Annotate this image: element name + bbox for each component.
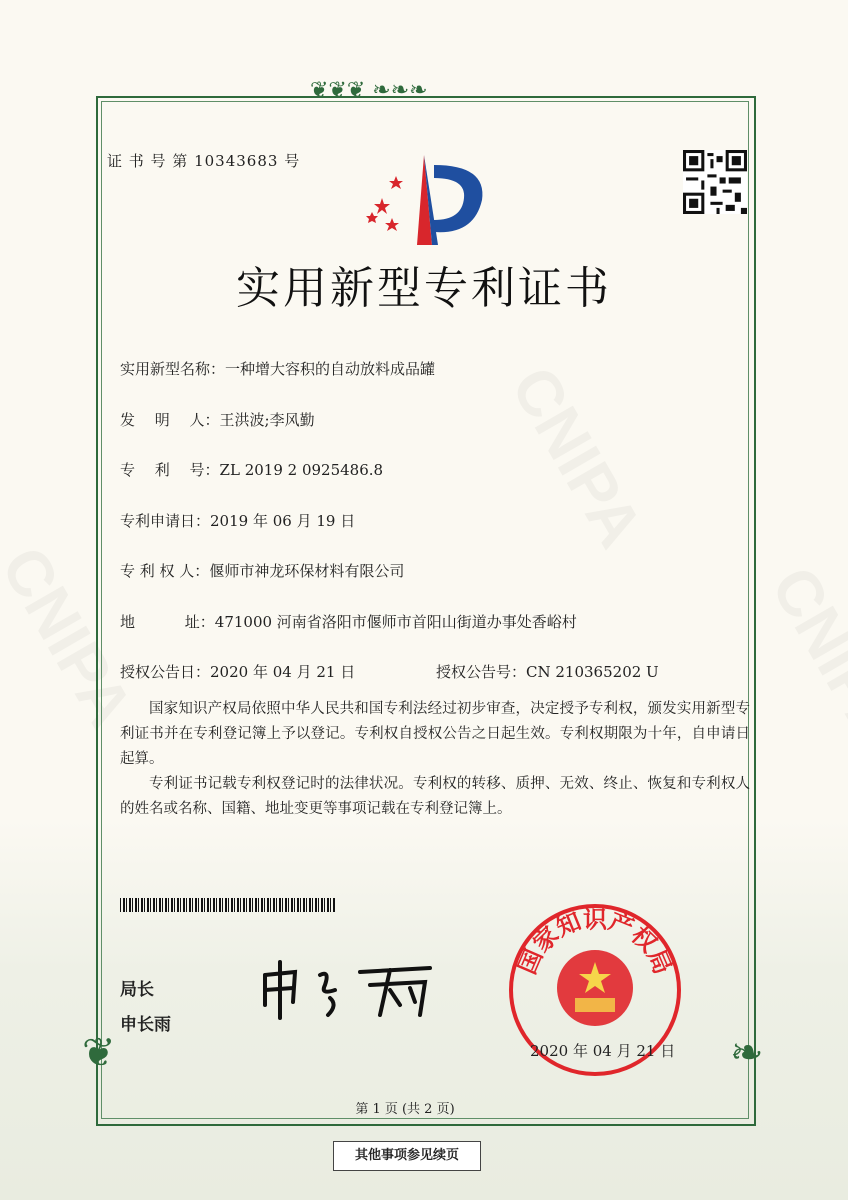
field-patent-number <box>120 459 383 480</box>
field-value: 471000 河南省洛阳市偃师市首阳山街道办事处香峪村 <box>214 613 577 631</box>
watermark <box>757 554 848 759</box>
certificate-title: 实用新型专利证书 <box>236 263 612 314</box>
ornament-corner-left: ❦ <box>82 1030 116 1076</box>
statement-paragraph: 国家知识产权局依照中华人民共和国专利法经过初步审查，决定授予专利权，颁发实用新型专利证书并在专利登记簿上予以登记。专利权自授权公告之日起生效。专利权期限为十年，自申请日起算。 <box>120 701 750 767</box>
field-value: 2019 年 06 月 19 日 <box>210 512 356 530</box>
field-label: 专 利 号： <box>120 461 220 479</box>
director-signature <box>260 960 440 1020</box>
field-label: 地 址： <box>120 613 215 631</box>
field-label: 实用新型名称： <box>120 360 226 378</box>
field-value: 2020 年 04 月 21 日 <box>210 663 356 681</box>
field-inventors <box>120 409 315 430</box>
ornament-corner-right: ❧ <box>730 1030 764 1076</box>
page-number: 第 1 页 (共 2 页) <box>355 1102 455 1117</box>
footer-note: 其他事项参见续页 <box>333 1141 481 1171</box>
statement-paragraph: 专利证书记载专利权登记时的法律状况。专利权的转移、质押、无效、终止、恢复和专利权人的姓名或名称、国籍、地址变更等事项记载在专利登记簿上。 <box>120 776 750 817</box>
field-announcement-date <box>120 661 355 682</box>
director-name: 申长雨 <box>120 1015 171 1035</box>
star-icon <box>389 176 403 189</box>
field-patentee <box>120 560 404 581</box>
field-application-date <box>120 510 355 531</box>
field-address <box>120 611 577 632</box>
barcode <box>120 898 336 912</box>
field-value: CN 210365202 U <box>526 663 659 681</box>
ornament-top: ❦❦❦ ❧❧❧ <box>310 78 428 103</box>
field-value: ZL 2019 2 0925486.8 <box>219 461 384 479</box>
field-utility-model-name <box>120 358 435 379</box>
star-icon <box>385 218 399 231</box>
certificate-statement <box>120 697 750 822</box>
field-label: 授权公告号： <box>436 663 527 681</box>
director-title: 局长 <box>120 980 154 1000</box>
cnipa-logo <box>362 150 492 250</box>
field-label: 发 明 人： <box>120 411 220 429</box>
seal-date: 2020 年 04 月 21 日 <box>530 1042 676 1060</box>
field-label: 专利申请日： <box>120 512 211 530</box>
seal-text: 国家知识产权局 <box>513 905 677 979</box>
certificate-number: 证 书 号 第 10343683 号 <box>107 152 301 170</box>
field-announcement-number <box>436 661 659 682</box>
field-label: 授权公告日： <box>120 663 211 681</box>
star-icon <box>374 198 390 214</box>
field-value: 王洪波;李风勤 <box>219 411 315 429</box>
field-value: 一种增大容积的自动放料成品罐 <box>225 360 436 378</box>
field-label: 专 利 权 人： <box>120 562 210 580</box>
qr-code <box>683 150 747 214</box>
star-icon <box>366 212 378 223</box>
field-value: 偃师市神龙环保材料有限公司 <box>209 562 405 580</box>
